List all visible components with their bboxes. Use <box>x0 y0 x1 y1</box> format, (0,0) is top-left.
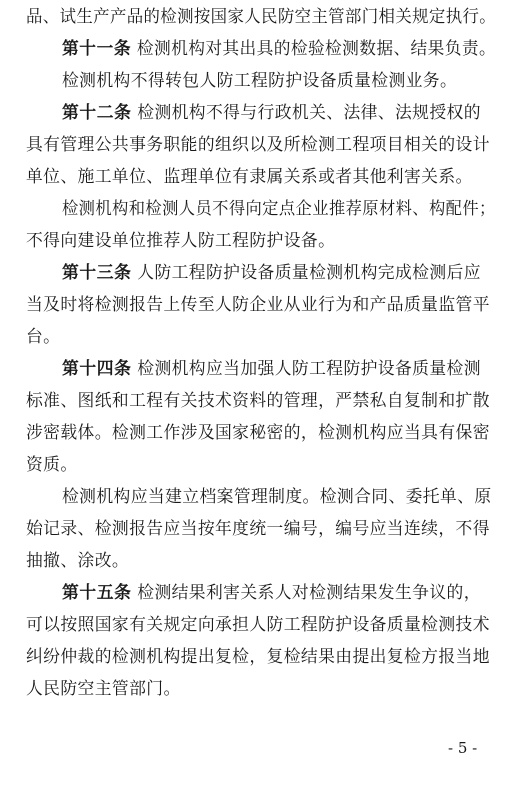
article-line <box>62 102 481 122</box>
article-line <box>62 262 481 282</box>
line-text: 抽撤、涂改。 <box>26 550 130 570</box>
text-line <box>26 134 490 154</box>
line-text: 单位、施工单位、监理单位有隶属关系或者其他利害关系。 <box>26 166 473 186</box>
article-heading: 第十三条 <box>62 262 132 282</box>
line-text: 检测机构和检测人员不得向定点企业推荐原材料、构配件； <box>62 198 496 218</box>
line-text: 检测机构不得与行政机关、法律、法规授权的 <box>131 102 481 122</box>
text-line <box>62 198 496 218</box>
article-heading: 第十一条 <box>62 38 132 58</box>
line-text: 台。 <box>26 326 61 346</box>
line-text: 检测结果利害关系人对检测结果发生争议的， <box>131 582 481 602</box>
text-line <box>26 454 78 474</box>
line-text: 可以按照国家有关规定向承担人防工程防护设备质量检测技术 <box>26 614 490 634</box>
line-text: 品、试生产产品的检测按国家人民防空主管部门相关规定执行。 <box>26 6 497 26</box>
text-line <box>26 390 490 410</box>
line-text: 当及时将检测报告上传至人防企业从业行为和产品质量监管平 <box>26 294 490 314</box>
line-text: 检测机构对其出具的检验检测数据、结果负责。 <box>131 38 497 58</box>
article-line <box>62 38 496 58</box>
line-text: 涉密载体。检测工作涉及国家秘密的，检测机构应当具有保密 <box>26 422 490 442</box>
text-line <box>26 678 181 698</box>
text-line <box>26 550 129 570</box>
text-line <box>26 614 490 634</box>
line-text: 资质。 <box>26 454 78 474</box>
article-heading: 第十五条 <box>62 582 132 602</box>
article-heading: 第十二条 <box>62 102 132 122</box>
line-text: 始记录、检测报告应当按年度统一编号，编号应当连续，不得 <box>26 518 490 538</box>
text-line <box>62 70 457 90</box>
text-line <box>26 422 490 442</box>
line-text: 纠纷仲裁的检测机构提出复检，复检结果由提出复检方报当地 <box>26 646 490 666</box>
text-line <box>62 486 492 506</box>
line-text: 不得向建设单位推荐人防工程防护设备。 <box>26 230 336 250</box>
line-text: 人民防空主管部门。 <box>26 678 181 698</box>
line-text: 标准、图纸和工程有关技术资料的管理，严禁私自复制和扩散 <box>26 390 490 410</box>
text-line <box>26 166 473 186</box>
text-line <box>26 230 335 250</box>
line-text: 检测机构应当建立档案管理制度。检测合同、委托单、原 <box>62 486 492 506</box>
text-line <box>26 6 496 26</box>
article-line <box>62 358 481 378</box>
page-number: - 5 - <box>448 739 478 757</box>
line-text: 检测机构不得转包人防工程防护设备质量检测业务。 <box>62 70 458 90</box>
article-heading: 第十四条 <box>62 358 132 378</box>
line-text: 检测机构应当加强人防工程防护设备质量检测 <box>131 358 481 378</box>
text-line <box>26 326 60 346</box>
line-text: 人防工程防护设备质量检测机构完成检测后应 <box>131 262 481 282</box>
text-line <box>26 518 490 538</box>
article-line <box>62 582 481 602</box>
text-line <box>26 646 490 666</box>
text-line <box>26 294 490 314</box>
line-text: 具有管理公共事务职能的组织以及所检测工程项目相关的设计 <box>26 134 490 154</box>
